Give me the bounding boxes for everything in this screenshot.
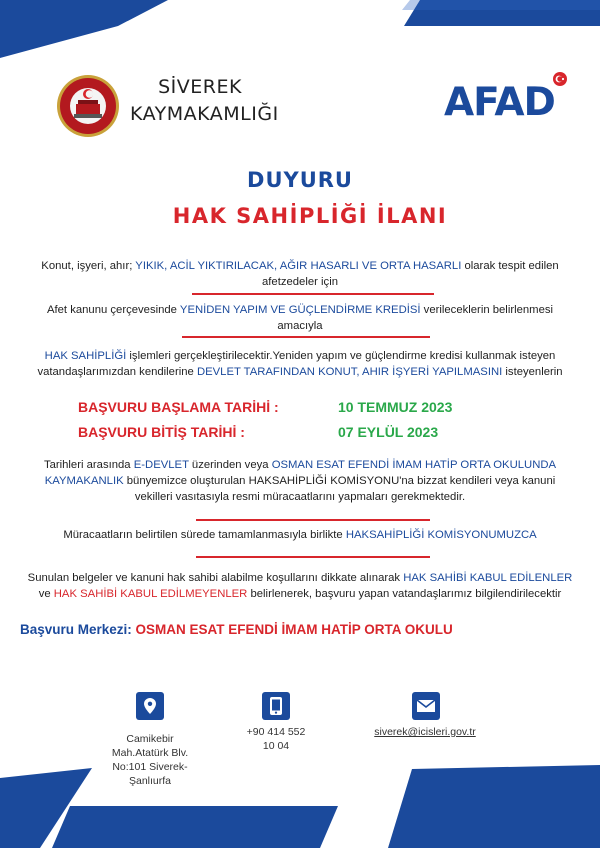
p6-text-e: belirlenerek, başvuru yapan vatandaşlarımız bilgilendirilecektir [247,588,562,600]
address-line4: Şanlıurfa [128,775,172,787]
paragraph-credit [20,302,580,334]
paragraph-result [20,570,580,602]
paragraph-commission [20,527,580,543]
siverek-seal-logo [56,74,120,138]
p3-text-e: isteyenlerin [502,366,563,378]
address-line3: No:101 Siverek- [112,761,188,773]
announcement-title: HAK SAHİPLİĞİ İLANI [172,204,448,228]
application-center-value: OSMAN ESAT EFENDİ İMAM HATİP ORTA OKULU [135,622,453,637]
divider-3 [196,519,430,521]
start-date-label: BAŞVURU BAŞLAMA TARİHİ : [78,399,279,415]
p2-text-d: amacıyla [277,320,323,332]
p4-highlight-e: KAYMAKANLIK [44,475,124,487]
p2-highlight: YENİDEN YAPIM VE GÜÇLENDİRME KREDİSİ [179,304,421,316]
header-title [130,74,279,128]
location-pin-icon [136,692,164,720]
p4-highlight-b: E-DEVLET [133,459,189,471]
header-title-line2: KAYMAKAMLIĞI [130,103,279,125]
p2-text-c: verileceklerin belirlenmesi [420,304,554,316]
p4-highlight-d: OSMAN ESAT EFENDİ İMAM HATİP ORTA OKULUNDA [271,459,557,471]
email-link[interactable]: siverek@icisleri.gov.tr [374,726,476,738]
paragraph-application [20,457,580,505]
afad-logo: AFAD [444,80,555,125]
paragraph-procedure [20,348,580,380]
address-line2: Mah.Atatürk Blv. [111,747,189,759]
p3-highlight-a: HAK SAHİPLİĞİ [44,350,127,362]
p4-text-f: bünyemizce oluşturulan HAKSAHİPLİĞİ KOMİSYONU'na bizzat kendileri veya kanuni [123,475,556,487]
start-date-value: 10 TEMMUZ 2023 [338,399,453,415]
p3-text-c: vatandaşlarımızdan kendilerine [37,366,197,378]
p4-text-c: üzerinden veya [188,459,272,471]
divider-1 [192,293,434,295]
header-title-line1: SİVEREK [158,76,242,98]
end-date-label: BAŞVURU BİTİŞ TARİHİ : [78,424,245,440]
p6-text-a: Sunulan belgeler ve kanuni hak sahibi alabilme koşullarını dikkate alınarak [27,572,404,584]
divider-4 [196,556,430,558]
p3-text-b: işlemleri gerçekleştirilecektir.Yeniden yapım ve güçlendirme kredisi kullanmak isteyen [126,350,556,362]
p4-text-g: vekilleri vasıtasıyla resmi müracaatlarını yapmaları gerekmektedir. [134,491,466,503]
application-center-label: Başvuru Merkezi: [20,622,136,637]
application-center [20,622,453,637]
p5-text-a: Müracaatların belirtilen sürede tamamlanmasıyla birlikte [63,529,346,541]
p1-text-c: olarak tespit edilen [461,260,559,272]
phone-icon [262,692,290,720]
p2-text-a: Afet kanunu çerçevesinde [46,304,180,316]
p5-highlight: HAKSAHİPLİĞİ KOMİSYONUMUZCA [345,529,537,541]
address-text [100,732,200,788]
p4-text-a: Tarihleri arasında [43,459,134,471]
phone-line2: 10 04 [262,740,290,752]
p3-highlight-d: DEVLET TARAFINDAN KONUT, AHIR İŞYERİ YAPILMASINI [196,366,503,378]
phone-line1: +90 414 552 [246,726,306,738]
address-line1: Camikebir [126,733,174,745]
p6-text-c: ve [38,588,54,600]
announcement-kicker: DUYURU [247,168,353,192]
p6-highlight-d: HAK SAHİBİ KABUL EDİLMEYENLER [53,588,248,600]
p1-highlight: YIKIK, ACİL YIKTIRILACAK, AĞIR HASARLI VE ORTA HASARLI [135,260,462,272]
p6-highlight-b: HAK SAHİBİ KABUL EDİLENLER [403,572,573,584]
paragraph-damage-types [20,258,580,290]
turkish-flag-icon [553,72,567,86]
divider-2 [182,336,430,338]
p1-text-a: Konut, işyeri, ahır; [41,260,136,272]
phone-text [228,725,324,753]
envelope-icon [412,692,440,720]
end-date-value: 07 EYLÜL 2023 [338,424,439,440]
p1-text-d: afetzedeler için [262,276,338,288]
